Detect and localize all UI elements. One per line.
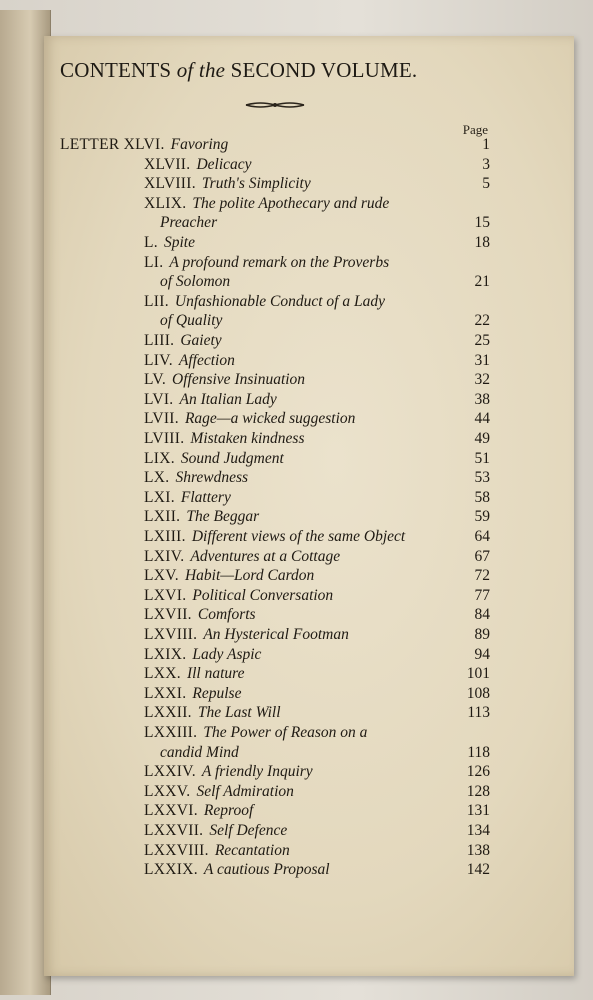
page-number: 3 [482, 155, 490, 173]
page-number: 84 [474, 606, 490, 624]
letter-number: LIX. [144, 449, 175, 467]
letter-number: LV. [144, 371, 167, 389]
letter-number: LX. [144, 469, 170, 487]
toc-entry [144, 175, 311, 195]
page-number: 49 [474, 430, 490, 447]
toc-entry [144, 508, 259, 528]
letter-number: LXXI. [144, 684, 187, 702]
page-number: 118 [467, 743, 490, 761]
page-number: 15 [474, 214, 490, 232]
toc-entry [144, 861, 330, 881]
page-number: 31 [474, 351, 490, 369]
page-number: 67 [474, 547, 490, 565]
letter-number: LXI. [144, 488, 175, 506]
letter-title: Spite [163, 234, 195, 251]
letter-number: LXIV. [144, 547, 185, 565]
toc-entry [144, 391, 277, 411]
letter-number: LXVI. [144, 586, 187, 604]
title-second-volume: SECOND VOLUME. [230, 58, 418, 82]
page-number: 134 [466, 822, 490, 839]
toc-entry [144, 528, 405, 548]
toc-entry [144, 371, 305, 391]
letter-number: LXVII. [144, 606, 192, 624]
toc-entry [144, 234, 195, 254]
page-number: 53 [474, 469, 490, 487]
letter-number: LI. [144, 253, 164, 271]
letter-title-continued: of Quality [160, 312, 223, 330]
letter-title: An Hysterical Footman [203, 626, 349, 643]
letter-number: XLVII. [144, 155, 191, 173]
letter-number: LETTER XLVI. [60, 136, 165, 153]
letter-title: Rage—a wicked suggestion [184, 410, 356, 428]
page-number: 89 [474, 626, 490, 643]
page-number: 18 [474, 234, 490, 251]
page-number: 44 [474, 410, 490, 428]
toc-entry [144, 704, 281, 724]
toc-entry [144, 195, 389, 215]
toc-entry [144, 548, 340, 568]
letter-title: Delicacy [196, 155, 252, 173]
page-number: 72 [474, 567, 490, 585]
letter-number: LXX. [144, 665, 181, 683]
toc-entry [144, 254, 389, 274]
letter-number: L. [144, 234, 158, 251]
toc-entry [144, 783, 294, 803]
page-number: 77 [474, 586, 490, 604]
toc-entry [144, 646, 261, 666]
letter-title: Favoring [170, 136, 229, 153]
letter-title: A cautious Proposal [203, 861, 330, 879]
toc-entry [144, 489, 231, 509]
page-number: 64 [474, 528, 490, 545]
toc-entry [144, 665, 244, 685]
letter-title: Unfashionable Conduct of a Lady [174, 292, 385, 310]
letter-title: An Italian Lady [179, 390, 277, 408]
letter-title: Lady Aspic [192, 645, 262, 663]
letter-title: Sound Judgment [180, 449, 284, 467]
letter-number: LVII. [144, 410, 179, 428]
letter-number: LVI. [144, 390, 174, 408]
letter-number: LXXIV. [144, 763, 196, 781]
page-column-label: Page [462, 122, 488, 137]
letter-number: LXIII. [144, 528, 186, 545]
page-number: 32 [474, 371, 490, 389]
book-page [44, 36, 574, 976]
letter-title: Adventures at a Cottage [190, 547, 341, 565]
toc-entry [60, 136, 228, 156]
letter-title: Self Defence [209, 822, 288, 839]
title-contents: CONTENTS [60, 58, 172, 82]
toc-entry [144, 156, 252, 176]
ornament-rule-icon [244, 100, 306, 110]
letter-number: LII. [144, 292, 169, 310]
page-number: 22 [474, 312, 490, 330]
letter-title: Affection [178, 351, 235, 369]
toc-entry [144, 724, 367, 744]
letter-title: Repulse [192, 684, 242, 702]
letter-title: Shrewdness [175, 469, 249, 487]
page-number: 126 [466, 763, 490, 781]
page-number: 59 [474, 508, 490, 526]
toc-entry [144, 352, 235, 372]
toc-entry [144, 450, 284, 470]
letter-title: Comforts [197, 606, 256, 624]
toc-entry [144, 469, 248, 489]
letter-title: The Last Will [197, 704, 281, 722]
page-number: 113 [467, 704, 490, 722]
page-number: 138 [466, 841, 490, 859]
letter-title-continued: candid Mind [160, 743, 239, 761]
letter-title: Mistaken kindness [190, 430, 305, 447]
toc-entry [144, 430, 304, 450]
page-number: 58 [474, 488, 490, 506]
toc-entry [144, 822, 287, 842]
letter-title: Offensive Insinuation [172, 371, 306, 389]
toc-entry [144, 606, 256, 626]
toc-entry [144, 802, 253, 822]
letter-number: LXXVI. [144, 802, 198, 820]
toc-entry [144, 332, 222, 352]
letter-title: The Power of Reason on a [203, 724, 368, 741]
letter-title: Recantation [214, 841, 290, 859]
toc-entry [144, 842, 290, 862]
page-number: 142 [466, 861, 490, 879]
letter-title: Self Admiration [196, 782, 294, 800]
toc-entry [144, 567, 314, 587]
toc-entry [144, 763, 313, 783]
letter-number: LXV. [144, 567, 179, 585]
letter-number: LXXVIII. [144, 841, 209, 859]
letter-number: LXXII. [144, 704, 192, 722]
page-number: 25 [474, 332, 490, 349]
letter-title: A friendly Inquiry [201, 763, 313, 781]
letter-number: LXIX. [144, 645, 187, 663]
letter-number: LXII. [144, 508, 181, 526]
letter-number: LXXVII. [144, 822, 204, 839]
letter-title-continued: Preacher [160, 214, 218, 232]
letter-title: Different views of the same Object [191, 528, 406, 545]
toc-entry [144, 293, 385, 313]
page-number: 5 [482, 175, 490, 193]
letter-title-continued: of Solomon [160, 273, 231, 291]
letter-number: XLVIII. [144, 175, 196, 193]
letter-title: Gaiety [180, 332, 222, 349]
toc-entry [144, 685, 241, 705]
page-number: 131 [466, 802, 490, 820]
letter-number: LXVIII. [144, 626, 198, 643]
page-number: 38 [474, 390, 490, 408]
letter-number: LXXIII. [144, 724, 198, 741]
letter-title: Political Conversation [192, 586, 334, 604]
letter-title: Ill nature [186, 665, 245, 683]
toc-entry [144, 410, 355, 430]
letter-title: Truth's Simplicity [201, 175, 311, 193]
letter-number: LXXV. [144, 782, 191, 800]
toc-entry [144, 626, 349, 646]
page-number: 108 [466, 684, 490, 702]
letter-number: LIII. [144, 332, 175, 349]
page-number: 51 [474, 449, 490, 467]
letter-number: LIV. [144, 351, 173, 369]
page-number: 21 [474, 273, 490, 291]
letter-number: LVIII. [144, 430, 185, 447]
page-number: 1 [482, 136, 490, 153]
title-of-the: of the [176, 58, 226, 82]
letter-title: Flattery [180, 488, 231, 506]
letter-title: The Beggar [186, 508, 260, 526]
letter-title: A profound remark on the Proverbs [169, 253, 390, 271]
letter-title: Habit—Lord Cardon [184, 567, 315, 585]
page-number: 128 [466, 782, 490, 800]
toc-entry [144, 587, 333, 607]
page-number: 94 [474, 645, 490, 663]
letter-title: Reproof [203, 802, 254, 820]
page-title [60, 58, 530, 83]
letter-number: LXXIX. [144, 861, 198, 879]
letter-number: XLIX. [144, 194, 187, 212]
page-number: 101 [466, 665, 490, 683]
letter-title: The polite Apothecary and rude [192, 194, 390, 212]
